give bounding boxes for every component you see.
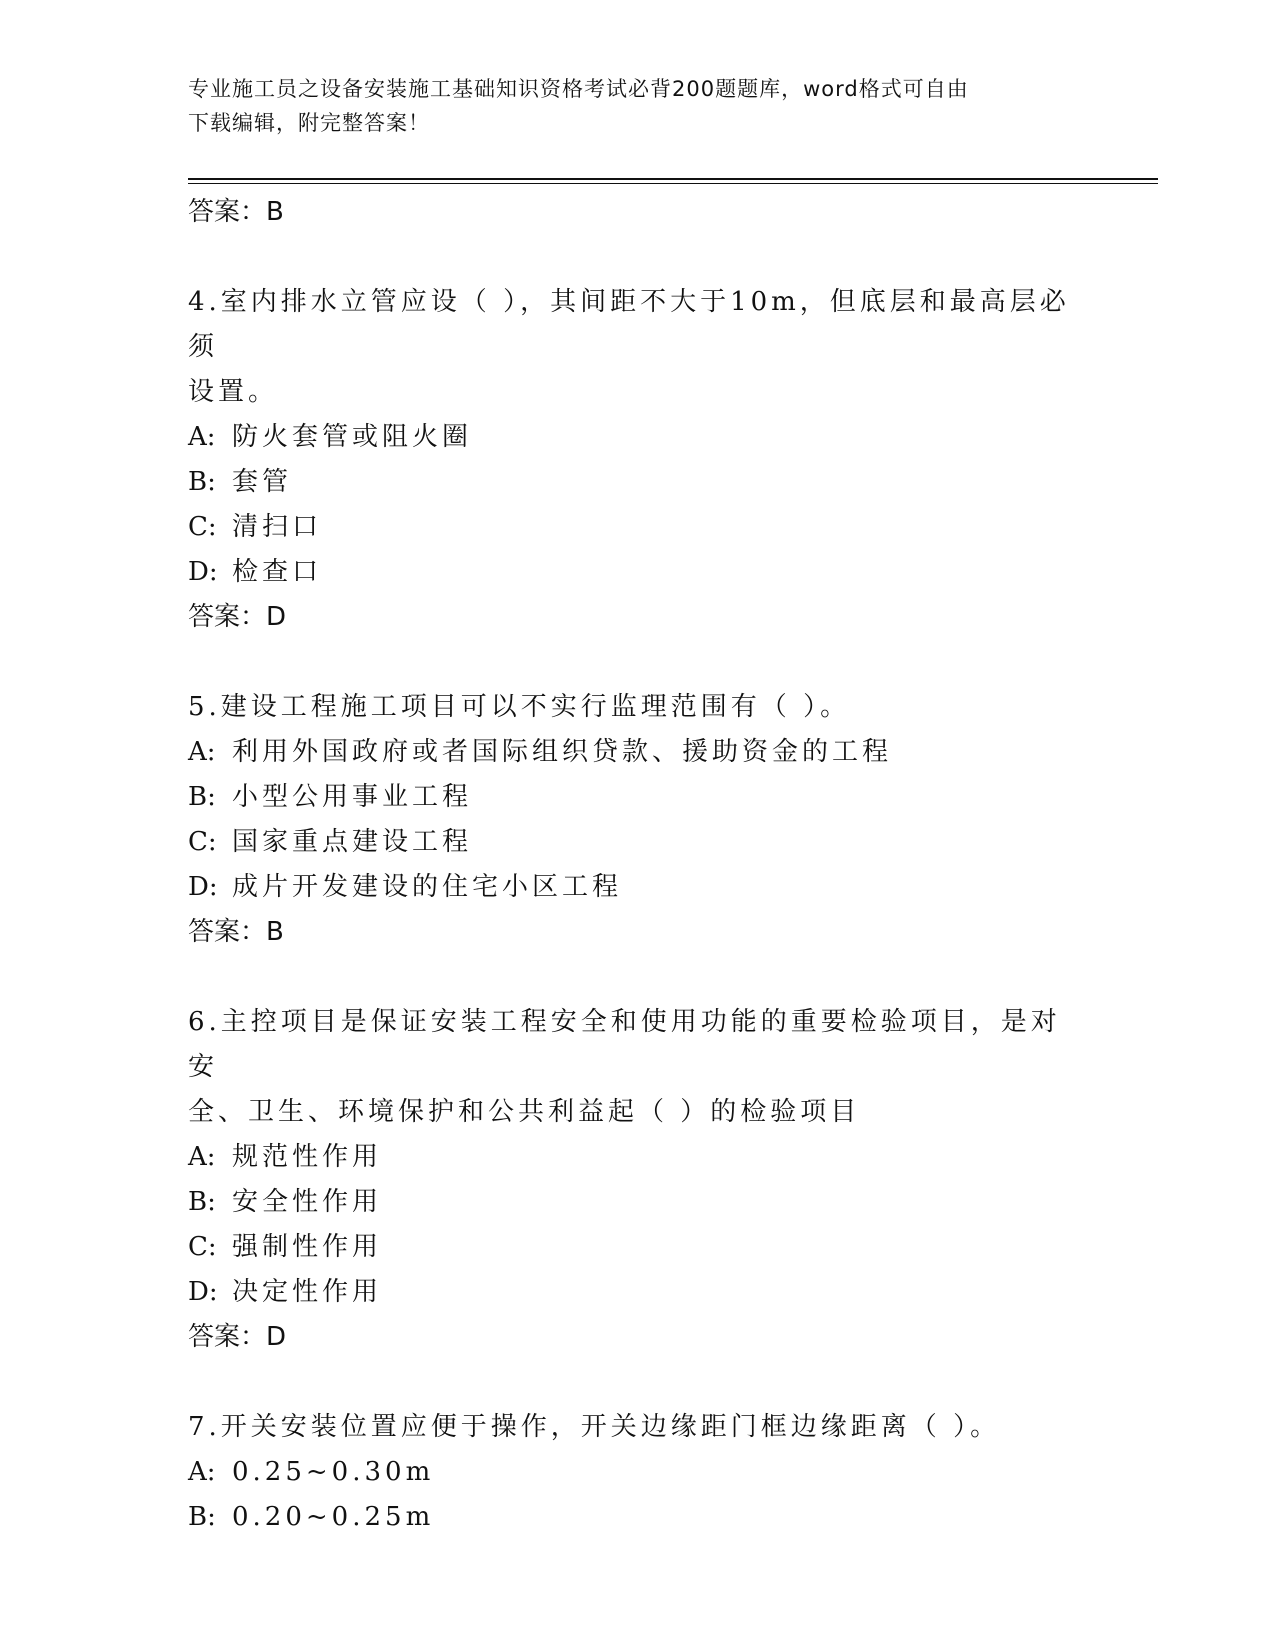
question-text-line-1: 6.主控项目是保证安装工程安全和使用功能的重要检验项目，是对安 — [188, 1007, 1061, 1082]
option-letter: D: — [188, 872, 218, 902]
question-4 — [188, 280, 1088, 639]
option-text: 利用外国政府或者国际组织贷款、援助资金的工程 — [232, 737, 893, 767]
answer-value: D — [266, 602, 288, 632]
option-b — [188, 775, 1088, 820]
option-b — [188, 460, 1088, 505]
question-text-line-1: 4.室内排水立管应设（ ），其间距不大于10m，但底层和最高层必须 — [188, 287, 1070, 362]
question-text — [188, 280, 1088, 415]
option-text: 检查口 — [232, 557, 323, 587]
option-letter: B: — [188, 1502, 216, 1532]
option-d — [188, 1270, 1088, 1315]
option-letter: C: — [188, 1232, 217, 1262]
question-text — [188, 685, 1088, 730]
option-c — [188, 1225, 1088, 1270]
option-a — [188, 730, 1088, 775]
option-letter: D: — [188, 557, 218, 587]
answer — [188, 910, 1088, 954]
answer-value: D — [266, 1322, 288, 1352]
option-b — [188, 1495, 1088, 1540]
question-5 — [188, 685, 1088, 954]
header-line-2: 下载编辑，附完整答案！ — [188, 111, 430, 135]
page-header — [188, 72, 1078, 140]
option-text: 成片开发建设的住宅小区工程 — [232, 872, 623, 902]
option-letter: B: — [188, 467, 216, 497]
answer-label: 答案： — [188, 602, 267, 632]
header-divider — [188, 178, 1158, 184]
option-text: 清扫口 — [232, 512, 323, 542]
question-text — [188, 1405, 1088, 1450]
option-text: 规范性作用 — [232, 1142, 383, 1172]
option-letter: B: — [188, 1187, 216, 1217]
question-7 — [188, 1405, 1088, 1540]
header-line-1: 专业施工员之设备安装施工基础知识资格考试必背200题题库，word格式可自由 — [188, 77, 969, 101]
option-text: 强制性作用 — [232, 1232, 383, 1262]
option-text: 决定性作用 — [232, 1277, 383, 1307]
question-text-line-1: 5.建设工程施工项目可以不实行监理范围有（ ）。 — [188, 692, 851, 722]
option-c — [188, 505, 1088, 550]
option-text: 0.25~0.30m — [232, 1457, 435, 1487]
answer — [188, 595, 1088, 639]
option-letter: C: — [188, 512, 217, 542]
answer-label: 答案： — [188, 197, 267, 227]
answer-value: B — [266, 917, 285, 947]
option-d — [188, 550, 1088, 595]
option-c — [188, 820, 1088, 865]
question-6 — [188, 1000, 1088, 1359]
answer-label: 答案： — [188, 1322, 267, 1352]
option-a — [188, 1450, 1088, 1495]
option-a — [188, 415, 1088, 460]
document-body — [188, 190, 1088, 1540]
option-d — [188, 865, 1088, 910]
answer-previous — [188, 190, 1088, 234]
option-text: 小型公用事业工程 — [232, 782, 473, 812]
option-letter: A: — [188, 737, 216, 767]
option-text: 安全性作用 — [232, 1187, 383, 1217]
option-text: 套管 — [232, 467, 293, 497]
option-letter: A: — [188, 1142, 216, 1172]
question-text-line-1: 7.开关安装位置应便于操作，开关边缘距门框边缘距离（ ）。 — [188, 1412, 1001, 1442]
option-letter: C: — [188, 827, 217, 857]
option-letter: D: — [188, 1277, 218, 1307]
option-a — [188, 1135, 1088, 1180]
answer-label: 答案： — [188, 917, 267, 947]
answer — [188, 1315, 1088, 1359]
option-text: 0.20~0.25m — [232, 1502, 435, 1532]
question-text-line-2: 全、卫生、环境保护和公共利益起（ ）的检验项目 — [188, 1097, 861, 1127]
answer-value: B — [266, 197, 285, 227]
option-b — [188, 1180, 1088, 1225]
option-text: 防火套管或阻火圈 — [232, 422, 473, 452]
option-letter: A: — [188, 1457, 216, 1487]
question-text-line-2: 设置。 — [188, 377, 279, 407]
option-text: 国家重点建设工程 — [232, 827, 473, 857]
option-letter: A: — [188, 422, 216, 452]
question-text — [188, 1000, 1088, 1135]
option-letter: B: — [188, 782, 216, 812]
